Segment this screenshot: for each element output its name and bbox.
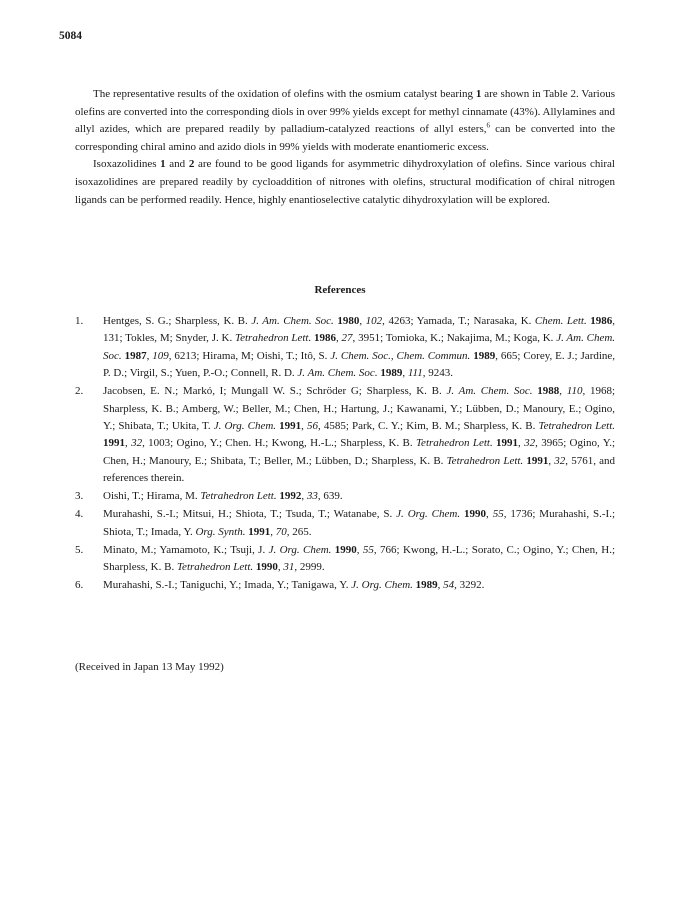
reference-item <box>75 488 615 505</box>
paragraph-results: The representative results of the oxidation of olefins with the osmium catalyst bearing 1 are shown in Table 2. Various olefins are converted into the corresponding diols in over 99% yields except for methyl cinnamate (43%). Allylamines and allyl azides, which are prepared readily by palladium-catalyzed reactions of allyl esters,$^6$ can be converted into the corresponding chiral amino and azido diols in 99% yields with moderate enantiomeric excess. <box>75 88 615 153</box>
reference-item <box>75 383 615 487</box>
reference-item <box>75 313 615 383</box>
reference-item <box>75 577 615 594</box>
received-date: (Received in Japan 13 May 1992) <box>75 661 224 673</box>
compound-ref: 1 <box>475 88 482 100</box>
reference-text: Minato, M.; Yamamoto, K.; Tsuji, J. J. Org. Chem. 1990, 55, 766; Kwong, H.-L.; Sorato, C.; Ogino, Y.; Chen, H.; Sharpless, K. B. Tetrahedron Lett. 1990, 31, 2999. <box>103 543 616 574</box>
reference-number: 4. <box>75 508 84 521</box>
reference-number: 6. <box>75 579 84 592</box>
references-list <box>75 313 615 595</box>
paragraph-conclusion: Isoxazolidines 1 and 2 are found to be good ligands for asymmetric dihydroxylation of olefins. Since various chiral isoxazolidines are prepared readily by cycloaddition of nitrones with olefins, structural modification of chiral nitrogen ligands can be performed readily. Hence, highly enantioselective catalytic dihydroxylation will be explored. <box>75 158 615 206</box>
reference-text: Murahashi, S.-I.; Taniguchi, Y.; Imada, Y.; Tanigawa, Y. J. Org. Chem. 1989, 54, 3292. <box>103 579 485 592</box>
reference-text: Murahashi, S.-I.; Mitsui, H.; Shiota, T.; Tsuda, T.; Watanabe, S. J. Org. Chem. 1990, 55, 1736; Murahashi, S.-I.; Shiota, T.; Imada, Y. Org. Synth. 1991, 70, 265. <box>103 508 616 538</box>
reference-text: Jacobsen, E. N.; Markó, I; Mungall W. S.; Schröder G; Sharpless, K. B. J. Am. Chem. Soc. 1988, 110, 1968; Sharpless, K. B.; Amberg, W.; Beller, M.; Chen, H.; Hartung, J.; Kawanami, Y.; Lübben, D.; Manoury, E.; Ogino, Y.; Shibata, T.; Ukita, T. J. Org. Chem. 1991, 56, 4585; Park, C. Y.; Kim, B. M.; Sharpless, K. B. Tetrahedron Lett. 1991, 32, 1003; Ogino, Y.; Chen. H.; Kwong, H.-L.; Sharpless, K. B. Tetrahedron Lett. 1991, 32, 3965; Ogino, Y.; Chen, H.; Manoury, E.; Shibata, T.; Beller, M.; Lübben, D.; Sharpless, K. B. Tetrahedron Lett. 1991, 32, 5761, and references therein. <box>103 385 616 485</box>
reference-number: 2. <box>75 385 84 398</box>
compound-ref: 2 <box>188 158 195 171</box>
reference-number: 5. <box>75 543 84 556</box>
page-number: 5084 <box>59 30 82 42</box>
reference-text: Hentges, S. G.; Sharpless, K. B. J. Am. Chem. Soc. 1980, 102, 4263; Yamada, T.; Narasaka, K. Chem. Lett. 1986, 131; Tokles, M; Snyder, J. K. Tetrahedron Lett. 1986, 27, 3951; Tomioka, K.; Nakajima, M.; Koga, K. J. Am. Chem. Soc. 1987, 109, 6213; Hirama, M; Oishi, T.; Itô, S. J. Chem. Soc., Chem. Commun. 1989, 665; Corey, E. J.; Jardine, P. D.; Virgil, S.; Yuen, P.-O.; Connell, R. D. J. Am. Chem. Soc. 1989, 111, 9243. <box>103 315 616 380</box>
references-heading: References <box>314 284 366 296</box>
reference-number: 3. <box>75 490 84 503</box>
body-text <box>75 86 615 209</box>
reference-text: Oishi, T.; Hirama, M. Tetrahedron Lett. 1992, 33, 639. <box>103 490 343 503</box>
footnote-ref: 6 <box>486 121 490 130</box>
reference-item <box>75 506 615 541</box>
reference-number: 1. <box>75 315 84 327</box>
compound-ref: 1 <box>160 158 166 171</box>
reference-item <box>75 542 615 577</box>
